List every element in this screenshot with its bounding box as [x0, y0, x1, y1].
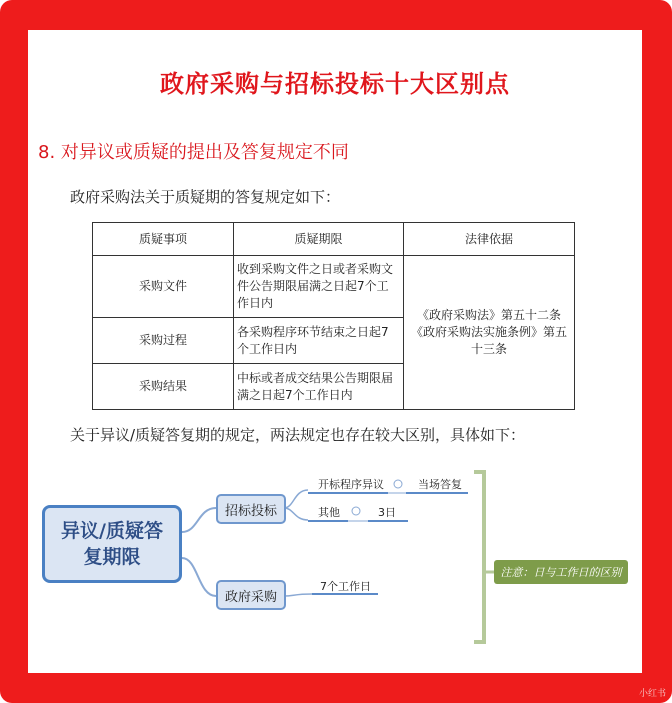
mindmap-root-label: 异议/质疑答复期限	[61, 520, 163, 568]
branch-bidding-label: 招标投标	[224, 503, 277, 519]
branch-gov-label: 政府采购	[224, 589, 277, 605]
bid-leaf2-value: 3日	[378, 506, 396, 519]
table-header-row	[93, 223, 575, 256]
table-cell-period: 各采购程序环节结束之日起7个工作日内	[234, 318, 404, 364]
table-row	[93, 256, 575, 318]
table-header: 质疑期限	[234, 223, 404, 256]
bid-leaf1-label: 开标程序异议	[318, 478, 384, 491]
section-heading: 8. 对异议或质疑的提出及答复规定不同	[38, 142, 349, 163]
table-cell-item: 采购结果	[93, 364, 234, 410]
complaint-period-table	[92, 222, 575, 410]
bid-leaf2-bullet	[352, 507, 360, 515]
note-badge	[494, 560, 628, 584]
table-cell-item: 采购文件	[93, 256, 234, 318]
connector-root-bidding	[182, 508, 216, 532]
bid-leaf1-bullet	[394, 480, 402, 488]
table-cell-period: 中标或者成交结果公告期限届满之日起7个工作日内	[234, 364, 404, 410]
bid-leaf2-label: 其他	[318, 506, 340, 519]
connector-bid-leaf2	[284, 508, 308, 520]
gov-leaf-label: 7个工作日	[320, 580, 371, 593]
table-cell-period: 收到采购文件之日或者采购文件公告期限届满之日起7个工作日内	[234, 256, 404, 318]
intro-text: 政府采购法关于质疑期的答复规定如下：	[70, 188, 341, 206]
connector-gov-leaf	[284, 594, 312, 596]
note-label: 注意：日与工作日的区别	[500, 566, 622, 579]
table-header: 法律依据	[404, 223, 575, 256]
page-title: 政府采购与招标投标十大区别点	[160, 70, 510, 98]
mindmap-root	[42, 505, 182, 583]
connector-bid-leaf1	[284, 490, 308, 508]
table-cell-legal-basis: 《政府采购法》第五十二条《政府采购法实施条例》第五十三条	[404, 256, 575, 410]
table-cell-item: 采购过程	[93, 318, 234, 364]
branch-bidding	[216, 494, 286, 524]
connector-root-gov	[182, 558, 216, 596]
mindmap	[28, 460, 642, 650]
content-card	[28, 30, 642, 673]
summary-bracket	[474, 472, 484, 642]
table-header: 质疑事项	[93, 223, 234, 256]
branch-gov	[216, 580, 286, 610]
outro-text: 关于异议/质疑答复期的规定，两法规定也存在较大区别，具体如下：	[70, 426, 526, 444]
bid-leaf1-value: 当场答复	[418, 478, 462, 491]
watermark: 小红书	[638, 689, 666, 699]
